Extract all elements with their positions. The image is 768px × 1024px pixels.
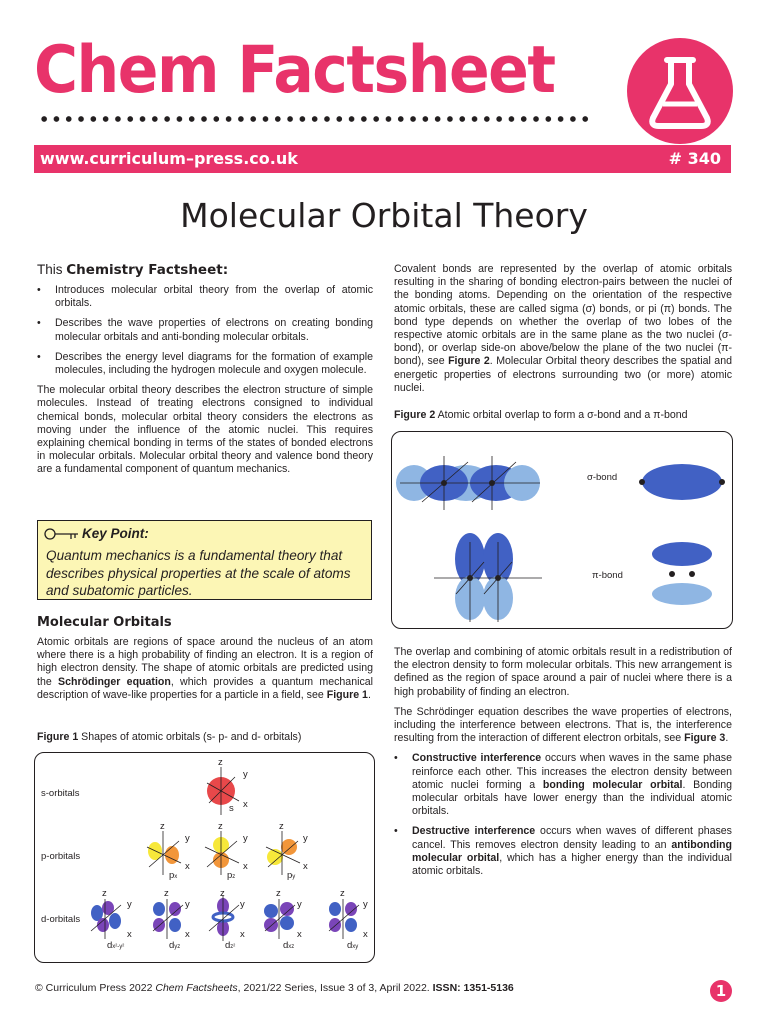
axis-x-label: x bbox=[185, 929, 190, 940]
interference-bullets bbox=[394, 752, 732, 878]
axis-y-label: y bbox=[185, 899, 190, 910]
figure2-label: Figure 2 bbox=[394, 409, 436, 421]
brand-title: Chem Factsheet bbox=[34, 32, 555, 109]
d-orbital-label: dxz bbox=[283, 940, 295, 951]
axis-y-label: y bbox=[243, 833, 248, 844]
figure2-caption bbox=[394, 409, 732, 421]
footer-issn: ISSN: 1351-5136 bbox=[432, 982, 514, 994]
axis-y-label: y bbox=[127, 899, 132, 910]
d-orbital-label: dyz bbox=[169, 940, 181, 951]
sigma-bond-result bbox=[639, 464, 725, 500]
axis-z-label: z bbox=[220, 888, 225, 899]
figure2-box bbox=[391, 431, 733, 629]
d-orbital-z2 bbox=[209, 895, 239, 941]
axis-z-label: z bbox=[164, 888, 169, 899]
axis-z-label: z bbox=[102, 888, 107, 899]
schrodinger-text-end: . bbox=[725, 732, 729, 745]
axis-x-label: x bbox=[297, 929, 302, 940]
figure2-caption-text: Atomic orbital overlap to form a σ-bond and a π-bond bbox=[437, 409, 688, 421]
axis-x-label: x bbox=[185, 861, 190, 872]
s-orbital bbox=[207, 767, 239, 815]
footer-copyright: © Curriculum Press 2022 bbox=[35, 982, 156, 994]
key-point-text: Quantum mechanics is a fundamental theory that describes physical properties at the scale of atoms and subatomic particles. bbox=[46, 548, 351, 598]
figure-ref: Figure 3 bbox=[684, 732, 726, 745]
intro-lead bbox=[37, 262, 373, 278]
right-column-bottom bbox=[394, 646, 732, 885]
axis-y-label: y bbox=[303, 833, 308, 844]
list-item: • Describes the wave properties of electrons on creating bonding molecular orbitals and anti-bonding molecular orbitals. bbox=[37, 317, 373, 343]
axis-y-label: y bbox=[297, 899, 302, 910]
right-column-top bbox=[394, 263, 732, 402]
issue-number: # 340 bbox=[668, 149, 721, 168]
p-orbital-label: py bbox=[287, 870, 296, 881]
d-orbital-xy bbox=[329, 899, 359, 939]
schrodinger-text: The Schrödinger equation describes the wave properties of electrons, including the interference between electrons. That is, the interference resulting from the interaction of different electron orbitals, see bbox=[394, 705, 732, 745]
axis-x-label: x bbox=[240, 929, 245, 940]
mo-bold: Schrödinger equation bbox=[58, 675, 171, 688]
footer-issue: , 2021/22 Series, Issue 3 of 3, April 2022. bbox=[237, 982, 433, 994]
bond-overlap-diagram bbox=[392, 432, 732, 628]
key-point-heading: Key Point: bbox=[82, 526, 149, 541]
axis-y-label: y bbox=[240, 899, 245, 910]
key-icon bbox=[44, 527, 80, 541]
mo-text: Atomic orbitals are regions of space around the nucleus of an atom where there is a high probability of finding an electron. It is a region of high electron density. The shape of atomic orbitals are predicted using the bbox=[37, 636, 373, 688]
figure-ref: Figure 2 bbox=[448, 355, 490, 368]
page-number: 1 bbox=[710, 980, 732, 1002]
intro-paragraph: The molecular orbital theory describes the electron structure of simple molecules. Instead of treating electrons consigned to individual chemical bonds, molecular orbital theory considers the electrons as moving under the influence of the atomic nuclei. This requires explaining chemical bonding in terms of the states of bonded electrons in molecular orbitals. Molecular orbital theory and valence bond theory are a fundamental component of quantum mechanics. bbox=[37, 384, 373, 476]
axis-z-label: z bbox=[276, 888, 281, 899]
pi-bond-label: π-bond bbox=[592, 570, 623, 581]
intro-section bbox=[37, 284, 373, 484]
axis-x-label: x bbox=[243, 799, 248, 810]
axis-z-label: z bbox=[218, 757, 223, 768]
pi-bond-result bbox=[652, 542, 712, 605]
p-orbitals-label: p-orbitals bbox=[41, 851, 81, 862]
sigma-bond-label: σ-bond bbox=[587, 472, 618, 483]
d-orbital-yz bbox=[153, 899, 183, 939]
intro-lead-bold: Chemistry Factsheet: bbox=[66, 262, 229, 278]
covalent-bonds-text: Covalent bonds are represented by the overlap of atomic orbitals resulting in the sharing of bonding electron-pairs between the nuclei of the bonding atoms. Depending on the orientation of the respective atomic orbitals, these are called sigma (σ) bonds, or pi (π) bonds. The bond type depends on whether the overlap of two lobes of the respective atomic orbitals are in the same plane as the two nuclei (σ-bond), or overlap side-on above/below the plane of the two nuclei (π-bond), see bbox=[394, 263, 732, 368]
axis-z-label: z bbox=[279, 821, 284, 832]
mo-text-end: . bbox=[367, 688, 371, 701]
covalent-bonds-text-rest: . Molecular Orbital theory describes the spatial and energetic properties of electrons surrounding two (or more) atomic nuclei. bbox=[394, 355, 732, 394]
d-orbital-x2-y2 bbox=[91, 899, 121, 939]
s-orbitals-label: s-orbitals bbox=[41, 788, 80, 799]
d-orbital-label: dx²-y² bbox=[107, 940, 125, 951]
s-label: s bbox=[229, 803, 234, 814]
axis-z-label: z bbox=[340, 888, 345, 899]
molecular-orbitals-text bbox=[37, 636, 373, 709]
url-bar bbox=[34, 145, 731, 173]
p-orbital-y bbox=[266, 831, 300, 875]
p-orbital-z bbox=[205, 831, 239, 875]
p-orbital-label: px bbox=[169, 870, 178, 881]
axis-y-label: y bbox=[243, 769, 248, 780]
d-orbital-label: dxy bbox=[347, 940, 359, 951]
intro-lead-text: This bbox=[37, 262, 67, 277]
p-orbital-x bbox=[147, 831, 181, 875]
d-orbitals-label: d-orbitals bbox=[41, 914, 81, 925]
flask-logo-icon bbox=[627, 38, 733, 144]
axis-x-label: x bbox=[363, 929, 368, 940]
list-item: • Constructive interference occurs when waves in the same phase reinforce each other. This increases the electron density between atomic nuclei forming a bonding molecular orbital. Bonding molecular orbitals have lower energy than the individual atomic orbitals. bbox=[394, 752, 732, 818]
section-heading: Molecular Orbitals bbox=[37, 615, 172, 630]
website-link[interactable]: www.curriculum–press.co.uk bbox=[40, 149, 298, 168]
overlap-paragraph: The overlap and combining of atomic orbitals result in a redistribution of the electron density to form molecular orbitals. This new arrangement is defined as the region of space around a pair of nuclei where there is a high probability of finding an electron. bbox=[394, 646, 732, 698]
d-orbital-label: dz² bbox=[225, 940, 236, 951]
axis-x-label: x bbox=[303, 861, 308, 872]
axis-y-label: y bbox=[363, 899, 368, 910]
axis-z-label: z bbox=[218, 821, 223, 832]
footer bbox=[35, 982, 514, 994]
dotted-divider bbox=[38, 113, 593, 125]
footer-series: Chem Factsheets bbox=[155, 982, 238, 994]
axis-x-label: x bbox=[127, 929, 132, 940]
axis-z-label: z bbox=[160, 821, 165, 832]
p-orbital-label: pz bbox=[227, 870, 236, 881]
d-orbital-xz bbox=[264, 899, 295, 939]
figure1-box bbox=[34, 752, 375, 963]
figure1-caption bbox=[37, 731, 373, 743]
page-title: Molecular Orbital Theory bbox=[180, 196, 588, 235]
list-item: • Introduces molecular orbital theory from the overlap of atomic orbitals. bbox=[37, 284, 373, 310]
key-point-box bbox=[37, 520, 372, 600]
sigma-overlap bbox=[396, 456, 540, 510]
axis-y-label: y bbox=[185, 833, 190, 844]
list-item: • Destructive interference occurs when waves of different phases cancel. This removes electron density leading to an antibonding molecular orbital, which has a higher energy than the individual atomic orbitals. bbox=[394, 825, 732, 878]
pi-overlap bbox=[434, 533, 542, 622]
figure-ref: Figure 1 bbox=[326, 688, 368, 701]
figure1-caption-text: Shapes of atomic orbitals (s- p- and d- orbitals) bbox=[81, 731, 302, 743]
list-item: • Describes the energy level diagrams for the formation of example molecules, including the hydrogen molecule and oxygen molecule. bbox=[37, 351, 373, 377]
axis-x-label: x bbox=[243, 861, 248, 872]
orbital-shapes bbox=[35, 753, 374, 962]
figure1-label: Figure 1 bbox=[37, 731, 79, 743]
intro-bullets bbox=[37, 284, 373, 377]
mo-text-rest: , which provides a quantum mechanical description of wave-like properties for a particle in a field, see bbox=[37, 675, 373, 701]
